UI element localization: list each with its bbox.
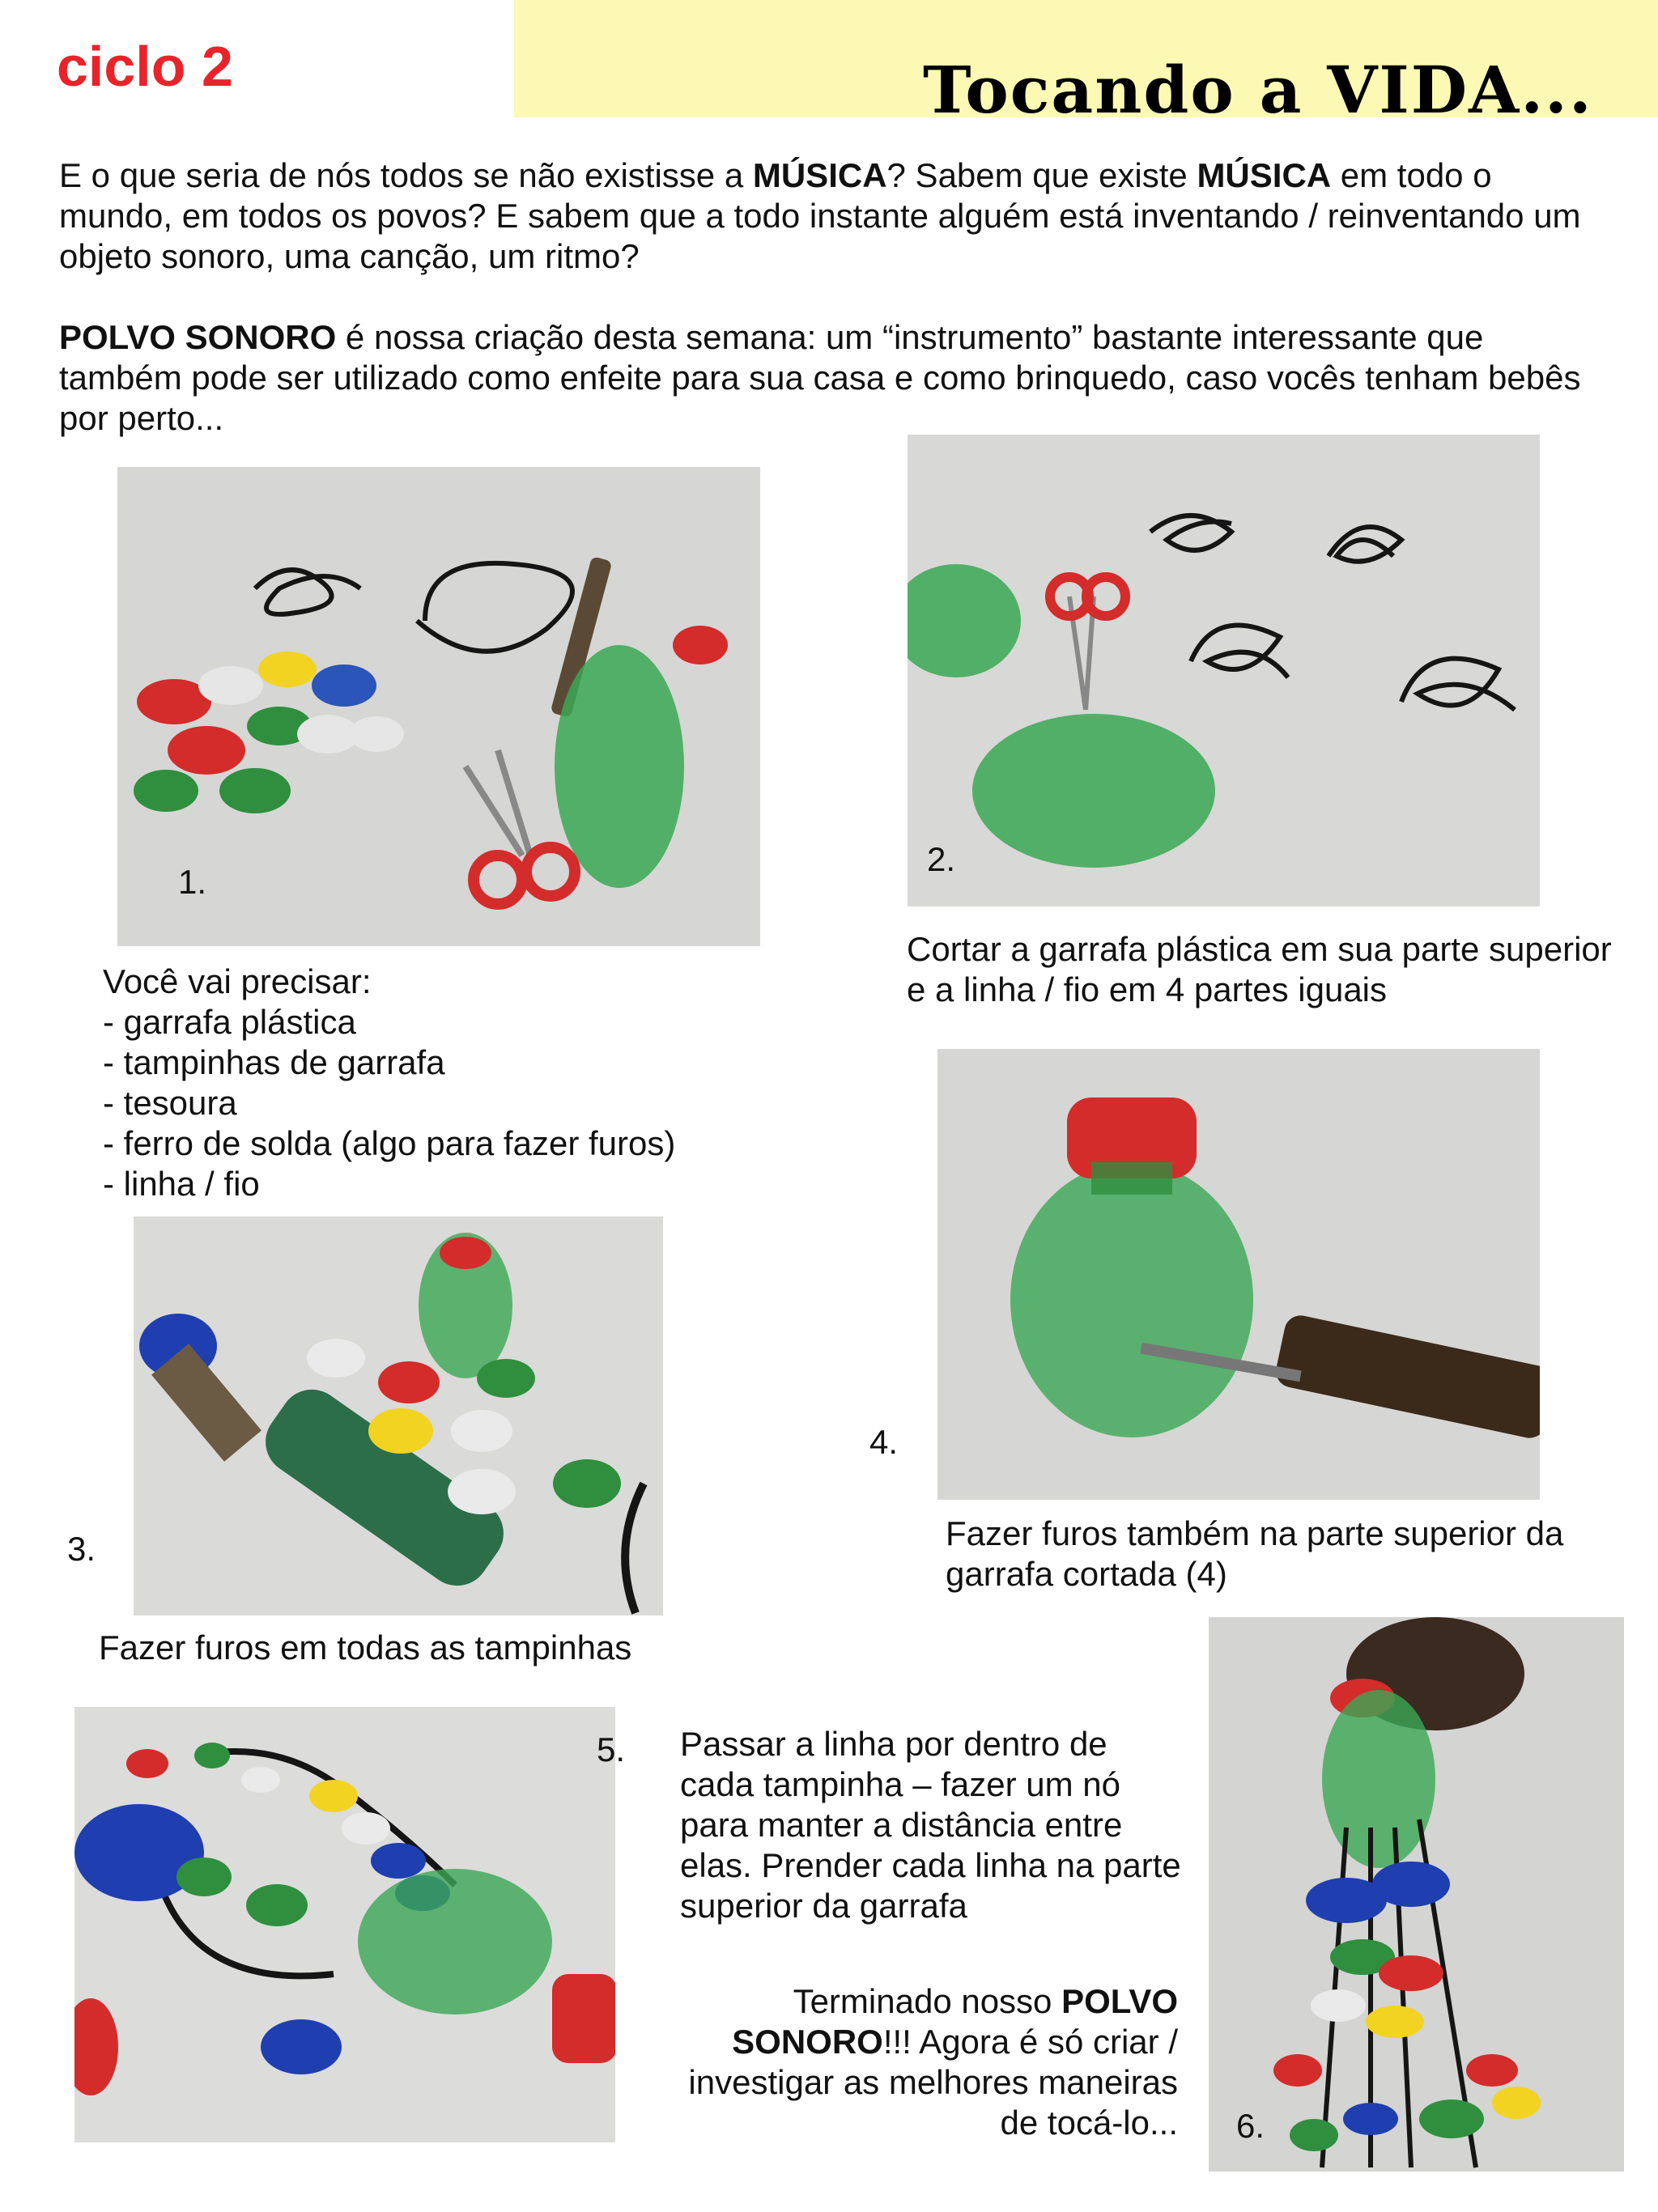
intro-bold-musica: MÚSICA bbox=[752, 156, 887, 194]
material-item: - garrafa plástica bbox=[103, 1003, 356, 1041]
intro-bold-musica: MÚSICA bbox=[1197, 156, 1332, 194]
materials-list bbox=[103, 962, 675, 1204]
photo-materials bbox=[117, 467, 760, 946]
intro-paragraph-2 bbox=[59, 317, 1597, 439]
step-number-4: 4. bbox=[869, 1423, 899, 1461]
intro-paragraph-1 bbox=[59, 155, 1597, 277]
material-item: - ferro de solda (algo para fazer furos) bbox=[103, 1124, 676, 1162]
intro-bold-polvo: POLVO SONORO bbox=[59, 318, 337, 356]
intro-text: em todo o mundo, em todos os povos? E sabem que a todo instante alguém está inventando / reinventando um objeto sonoro, uma canção, um ritmo? bbox=[59, 156, 1581, 275]
photo-threading bbox=[74, 1707, 615, 2142]
material-item: - linha / fio bbox=[103, 1165, 260, 1203]
cycle-label: ciclo 2 bbox=[57, 35, 233, 98]
caption-step-2: Cortar a garrafa plástica em sua parte superior e a linha / fio em 4 partes iguais bbox=[907, 930, 1612, 1008]
step-number-1: 1. bbox=[178, 863, 207, 901]
intro-text: é nossa criação desta semana: um “instrumento” bastante interessante que também pode ser utilizado como enfeite para sua casa e como brinquedo, caso vocês tenham bebês por perto... bbox=[59, 318, 1581, 437]
material-item: - tampinhas de garrafa bbox=[103, 1043, 445, 1081]
caption-step-5: Passar a linha por dentro de cada tampinha – fazer um nó para manter a distância entre elas. Prender cada linha na parte superior da garrafa bbox=[680, 1725, 1181, 1925]
step-number-6: 6. bbox=[1236, 2107, 1265, 2145]
step-number-3: 3. bbox=[67, 1530, 96, 1568]
final-message bbox=[680, 1981, 1178, 2143]
photo-drilling-caps bbox=[134, 1216, 663, 1615]
photo-cut-bottle bbox=[908, 435, 1540, 906]
material-item: - tesoura bbox=[103, 1084, 237, 1122]
final-bold-polvo: POLVO SONORO bbox=[732, 1982, 1178, 2061]
intro-text: E o que seria de nós todos se não existisse a bbox=[59, 156, 753, 194]
step-number-2: 2. bbox=[927, 840, 956, 878]
final-text: !!! Agora é só criar / investigar as melhores maneiras de tocá-lo... bbox=[688, 2023, 1178, 2142]
photo-finished-octopus bbox=[1209, 1617, 1624, 2172]
caption-step-4: Fazer furos também na parte superior da garrafa cortada (4) bbox=[946, 1514, 1564, 1593]
materials-heading: Você vai precisar: bbox=[103, 962, 372, 1000]
page-title: Tocando a VIDA... bbox=[923, 52, 1593, 128]
caption-step-3: Fazer furos em todas as tampinhas bbox=[99, 1628, 632, 1666]
step-number-5: 5. bbox=[597, 1730, 626, 1768]
photo-drilling-bottle bbox=[937, 1049, 1540, 1500]
intro-text: ? Sabem que existe bbox=[886, 156, 1197, 194]
final-text: Terminado nosso bbox=[793, 1982, 1062, 2020]
